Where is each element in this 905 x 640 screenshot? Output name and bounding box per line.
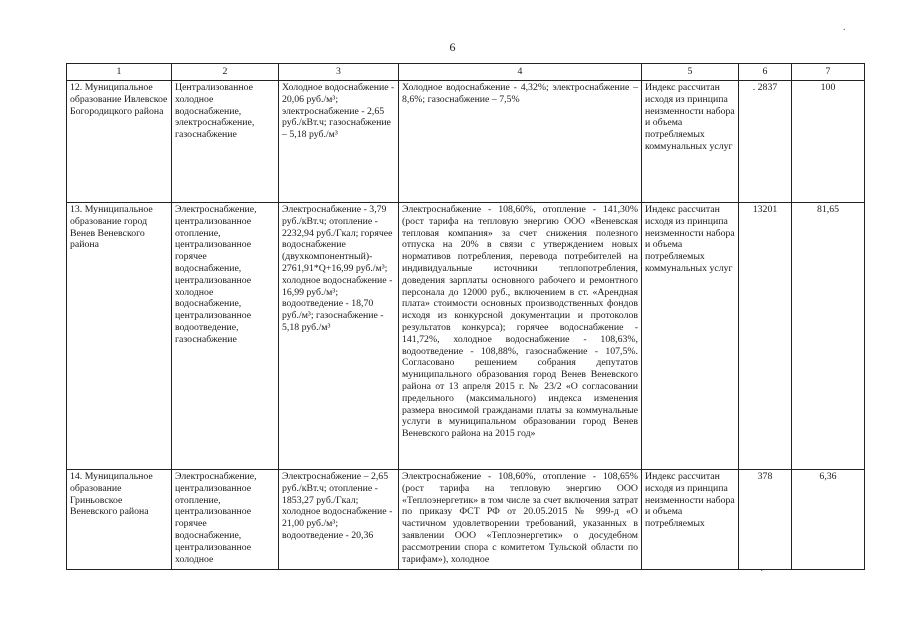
col6-cell: . 2837 — [739, 81, 792, 203]
municipality-cell — [67, 470, 172, 570]
details-cell: Электроснабжение - 108,60%, отопление - 108,65% (рост тарифа на тепловую энергию ООО «Теплоэнергетик» в том числе за счет включения затрат по приказу ФСТ РФ от 20.05.2015 № 999-д «О частичном удовлетворении требований, указанных в заявлении ООО «Теплоэнергетик» о досудебном рассмотрении спора с комитетом Тульской области по тарифам»), холодное — [399, 470, 642, 570]
row-number: 14. — [70, 471, 83, 482]
tariffs-cell: Электроснабжение - 3,79 руб./кВт.ч; отопление - 2232,94 руб./Гкал; горячее водоснабжение (двухкомпонентный)- 2761,91*Q+16,99 руб./м³; холодное водоснабжение - 16,99 руб./м³; водоотведение - 18,70 руб./м³; газоснабжение - 5,18 руб./м³ — [279, 203, 399, 470]
tariff-table — [66, 63, 865, 570]
column-header: 2 — [172, 64, 279, 81]
tariffs-cell: Холодное водоснабжение - 20,06 руб./м³; электроснабжение - 2,65 руб./кВт.ч; газоснабжение – 5,18 руб./м³ — [279, 81, 399, 203]
stray-mark: . — [843, 22, 846, 33]
column-header: 7 — [792, 64, 865, 81]
table-row — [67, 203, 865, 470]
col7-cell: 100 — [792, 81, 865, 203]
table-row — [67, 470, 865, 570]
municipality-name: Муниципальное образование город Венев Веневского района — [70, 204, 153, 251]
municipality-name: Муниципальное образование Ивлевское Богородицкого района — [70, 82, 168, 117]
table-row — [67, 81, 865, 203]
basis-cell: Индекс рассчитан исходя из принципа неизменности набора и объема потребляемых — [642, 470, 739, 570]
municipality-cell — [67, 203, 172, 470]
col7-cell: 81,65 — [792, 203, 865, 470]
col6-cell: 378 — [739, 470, 792, 570]
services-cell: Электроснабжение, централизованное отопление, централизованное горячее водоснабжение, централизованное холодное — [172, 470, 279, 570]
column-header: 5 — [642, 64, 739, 81]
column-header: 4 — [399, 64, 642, 81]
details-cell: Холодное водоснабжение - 4,32%; электроснабжение – 8,6%; газоснабжение – 7,5% — [399, 81, 642, 203]
basis-cell: Индекс рассчитан исходя из принципа неизменности набора и объема потребляемых коммунальных услуг — [642, 81, 739, 203]
page-number: 6 — [449, 40, 456, 54]
column-header: 1 — [67, 64, 172, 81]
stray-mark: · — [760, 566, 764, 577]
column-header: 3 — [279, 64, 399, 81]
details-cell: Электроснабжение - 108,60%, отопление - 141,30% (рост тарифа на тепловую энергию ООО «Веневская тепловая компания» за счет снижения полезного отпуска на 20% в связи с утверждением новых нормативов потребления, перевода потребителей на индивидуальные источники теплопотребления, доведения зарплаты основного рабочего и ремонтного персонала до 12000 руб., включением в ст. «Арендная плата» стоимости основных производственных фондов исходя из конкурсной документации и протоколов результатов конкурса); горячее водоснабжение - 141,72%, холодное водоснабжение - 108,63%, водоотведение - 108,88%, газоснабжение - 107,5%. Согласовано решением собрания депутатов муниципального образования город Венев Веневского района от 13 апреля 2015 г. № 23/2 «О согласовании предельного (максимального) индекса изменения размера вносимой гражданами платы за коммунальные услуги в муниципальном образовании город Венев Веневского района на 2015 год» — [399, 203, 642, 470]
services-cell: Централизованное холодное водоснабжение, электроснабжение, газоснабжение — [172, 81, 279, 203]
basis-cell: Индекс рассчитан исходя из принципа неизменности набора и объема потребляемых коммунальных услуг — [642, 203, 739, 470]
services-cell: Электроснабжение, централизованное отопление, централизованное горячее водоснабжение, централизованное холодное водоснабжение, централизованное водоотведение, газоснабжение — [172, 203, 279, 470]
table-header-row — [67, 64, 865, 81]
row-number: 13. — [70, 204, 83, 215]
municipality-cell — [67, 81, 172, 203]
row-number: 12. — [70, 82, 83, 93]
tariffs-cell: Электроснабжение – 2,65 руб./кВт.ч; отопление - 1853,27 руб./Гкал; холодное водоснабжение - 21,00 руб./м³; водоотведение - 20,36 — [279, 470, 399, 570]
col7-cell: 6,36 — [792, 470, 865, 570]
municipality-name: Муниципальное образование Гриньовское Веневского района — [70, 471, 153, 518]
col6-cell: 13201 — [739, 203, 792, 470]
column-header: 6 — [739, 64, 792, 81]
